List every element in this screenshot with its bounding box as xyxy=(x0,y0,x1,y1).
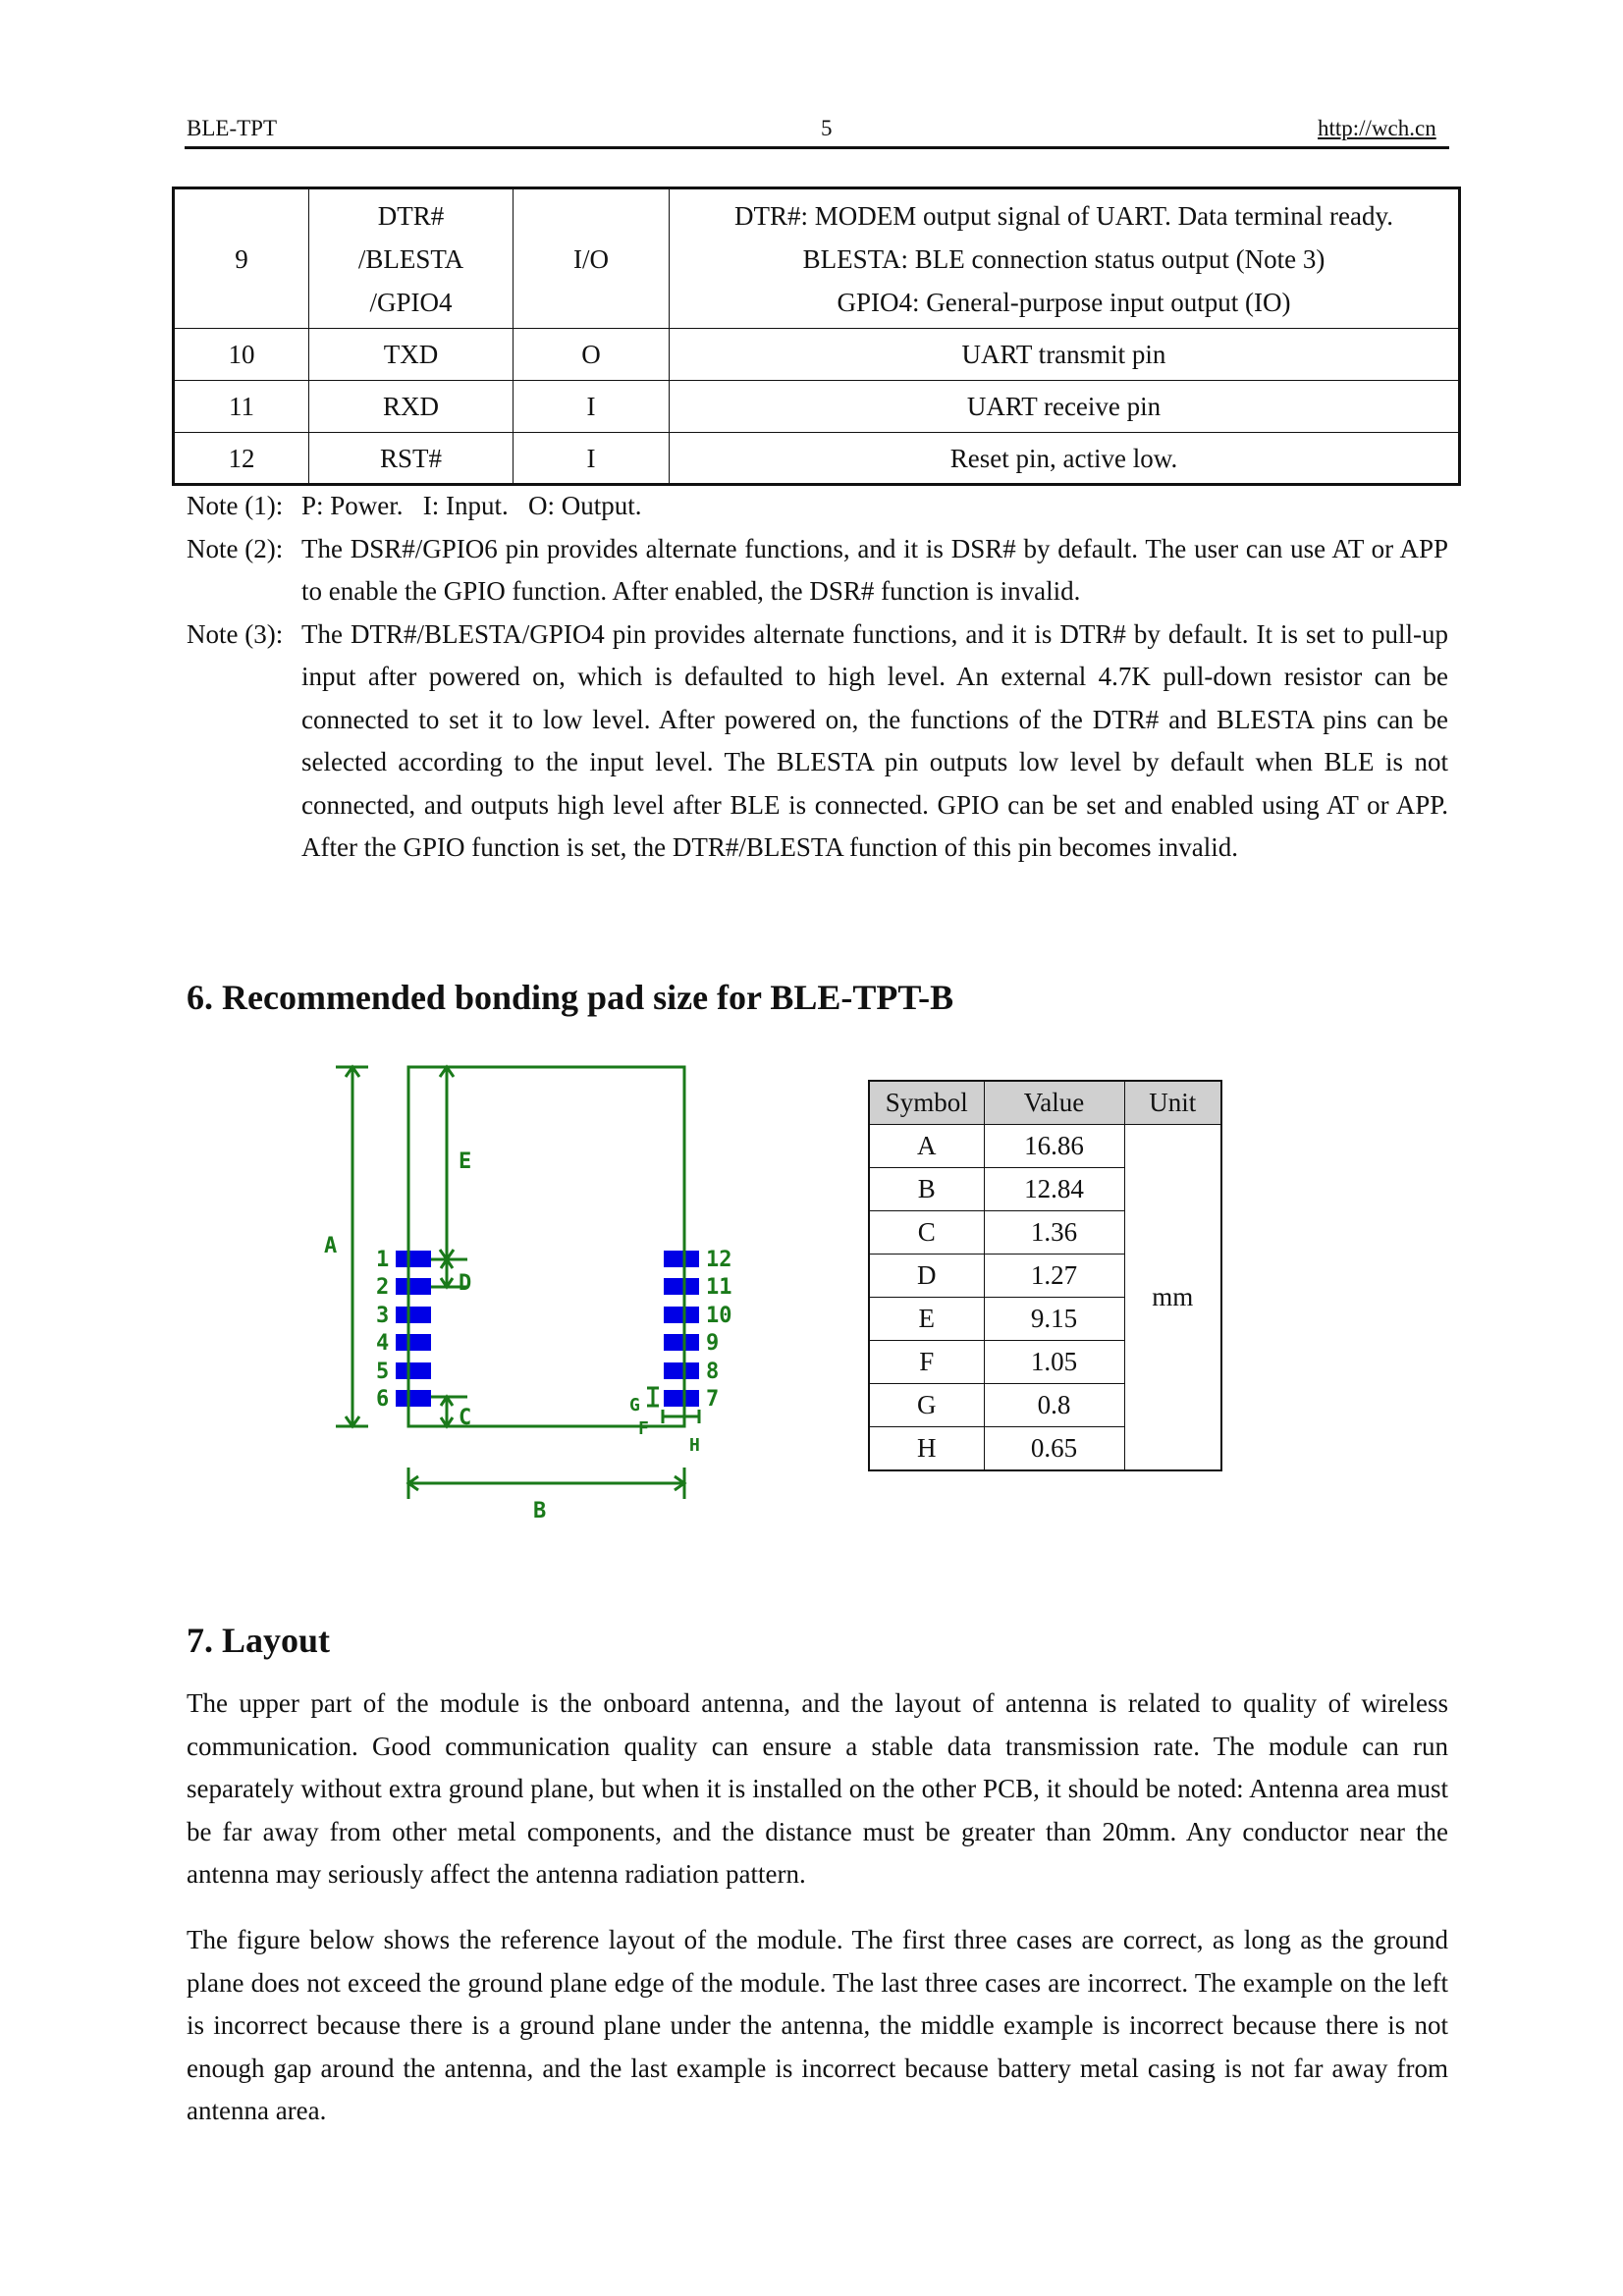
dimension-f-h xyxy=(663,1410,699,1423)
bonding-pad xyxy=(664,1307,699,1323)
column-header-unit: Unit xyxy=(1124,1081,1221,1125)
dimension-label-e: E xyxy=(459,1149,472,1174)
symbol-cell: D xyxy=(869,1255,984,1298)
pin-label: 8 xyxy=(706,1360,720,1384)
column-header-value: Value xyxy=(984,1081,1124,1125)
pin-type: I xyxy=(514,433,670,485)
note-text: The DSR#/GPIO6 pin provides alternate functions, and it is DSR# by default. The user can use AT or APP to enable the GPIO function. After enabled, the DSR# function is invalid. xyxy=(301,533,1448,606)
dimension-label-h: H xyxy=(689,1435,700,1456)
pin-name-line: /GPIO4 xyxy=(369,287,453,317)
pin-label: 7 xyxy=(706,1387,720,1412)
value-cell: 1.36 xyxy=(984,1211,1124,1255)
desc-line: DTR#: MODEM output signal of UART. Data terminal ready. xyxy=(733,200,1393,231)
module-outline xyxy=(408,1067,684,1426)
bonding-pad xyxy=(396,1251,431,1267)
header-url-link[interactable]: http://wch.cn xyxy=(1318,116,1436,140)
dimension-label-c: C xyxy=(459,1406,472,1430)
pin-label: 1 xyxy=(376,1248,390,1272)
pin-label: 10 xyxy=(706,1304,732,1328)
bonding-pad xyxy=(664,1334,699,1351)
symbol-cell: C xyxy=(869,1211,984,1255)
bonding-pad xyxy=(396,1278,431,1295)
symbol-cell: H xyxy=(869,1427,984,1471)
note-text: The DTR#/BLESTA/GPIO4 pin provides alternate functions, and it is DTR# by default. It is set to pull-up input after powered on, which is defaulted to high level. An external 4.7K pull-down resistor can be connected to set it to low level. After powered on, the functions of the DTR# and BLESTA pins can be selected according to the input level. The BLESTA pin outputs low level by default when BLE is not connected, and outputs high level after BLE is connected. GPIO can be set and enabled using AT or APP. After the GPIO function is set, the DTR#/BLESTA function of this pin becomes invalid. xyxy=(301,618,1448,862)
pin-label: 5 xyxy=(376,1360,390,1384)
bonding-pad xyxy=(664,1362,699,1379)
symbol-cell: B xyxy=(869,1168,984,1211)
value-cell: 0.8 xyxy=(984,1384,1124,1427)
pin-number: 11 xyxy=(174,381,309,433)
bonding-pad xyxy=(396,1307,431,1323)
layout-paragraph-2: The figure below shows the reference layout of the module. The first three cases are correct, as long as the ground plane does not exceed the ground plane edge of the module. The last three cases are incorrect. The example on the left is incorrect because there is a ground plane under the antenna, the middle example is incorrect because there is not enough gap around the antenna, and the last example is incorrect because battery metal casing is not far away from antenna area. xyxy=(187,1925,1448,2126)
dimension-g xyxy=(647,1388,659,1406)
pin-label: 11 xyxy=(706,1275,732,1300)
pin-description: Reset pin, active low. xyxy=(670,433,1460,485)
bonding-pad xyxy=(396,1334,431,1351)
value-cell: 1.05 xyxy=(984,1341,1124,1384)
pin-label: 4 xyxy=(376,1331,390,1356)
table-row xyxy=(869,1125,1221,1168)
value-cell: 9.15 xyxy=(984,1298,1124,1341)
table-header-row xyxy=(869,1081,1221,1125)
pin-label: 9 xyxy=(706,1331,720,1356)
pin-name-line: DTR# xyxy=(377,200,445,231)
pin-type: I/O xyxy=(514,188,670,329)
dimension-e xyxy=(440,1067,454,1259)
pin-name: RST# xyxy=(309,433,514,485)
symbol-cell: F xyxy=(869,1341,984,1384)
header-title: BLE-TPT xyxy=(187,116,277,140)
pin-name-line: /BLESTA xyxy=(357,243,464,274)
note-label: Note (3): xyxy=(187,618,284,649)
pin-description: UART receive pin xyxy=(670,381,1460,433)
pin-type: O xyxy=(514,329,670,381)
desc-line: GPIO4: General-purpose input output (IO) xyxy=(837,287,1291,317)
pin-name: TXD xyxy=(309,329,514,381)
column-header-symbol: Symbol xyxy=(869,1081,984,1125)
value-cell: 16.86 xyxy=(984,1125,1124,1168)
dimension-label-b: B xyxy=(533,1499,547,1523)
dimension-b xyxy=(408,1468,684,1499)
bonding-pad xyxy=(396,1362,431,1379)
dimension-label-g: G xyxy=(629,1395,640,1415)
value-cell: 1.27 xyxy=(984,1255,1124,1298)
pin-description: UART transmit pin xyxy=(670,329,1460,381)
page-number: 5 xyxy=(821,116,833,140)
pad-size-table xyxy=(868,1080,1222,1471)
layout-paragraph-1: The upper part of the module is the onboard antenna, and the layout of antenna is related to quality of wireless communication. Good communication quality can ensure a stable data transmission rate. The module can run separately without extra ground plane, but when it is installed on the other PCB, it should be noted: Antenna area must be far away from other metal components, and the distance must be greater than 20mm. Any conductor near the antenna may seriously affect the antenna radiation pattern. xyxy=(187,1688,1448,1890)
note-label: Note (1): xyxy=(187,491,284,520)
pin-name: RXD xyxy=(309,381,514,433)
dimension-label-f: F xyxy=(638,1418,649,1439)
bonding-pad xyxy=(396,1390,431,1407)
pin-number: 12 xyxy=(174,433,309,485)
bonding-pad xyxy=(664,1251,699,1267)
pin-label: 6 xyxy=(376,1387,390,1412)
pin-number: 9 xyxy=(174,188,309,329)
pin-number: 10 xyxy=(174,329,309,381)
value-cell: 0.65 xyxy=(984,1427,1124,1471)
desc-line: BLESTA: BLE connection status output (Note 3) xyxy=(802,243,1325,274)
note-text: P: Power. I: Input. O: Output. xyxy=(301,491,642,520)
dimension-a xyxy=(336,1067,368,1426)
pin-label: 3 xyxy=(376,1304,390,1328)
pin-type: I xyxy=(514,381,670,433)
note-label: Note (2): xyxy=(187,533,284,563)
value-cell: 12.84 xyxy=(984,1168,1124,1211)
bonding-pad xyxy=(664,1278,699,1295)
dimension-label-a: A xyxy=(324,1234,338,1258)
pin-label: 2 xyxy=(376,1275,390,1300)
unit-cell: mm xyxy=(1124,1125,1221,1471)
pin-label: 12 xyxy=(706,1248,732,1272)
dimension-label-d: D xyxy=(459,1271,472,1296)
symbol-cell: G xyxy=(869,1384,984,1427)
section-6-heading: 6. Recommended bonding pad size for BLE-TPT-B xyxy=(187,978,954,1017)
section-7-heading: 7. Layout xyxy=(187,1621,331,1660)
symbol-cell: A xyxy=(869,1125,984,1168)
bonding-pad xyxy=(664,1390,699,1407)
symbol-cell: E xyxy=(869,1298,984,1341)
